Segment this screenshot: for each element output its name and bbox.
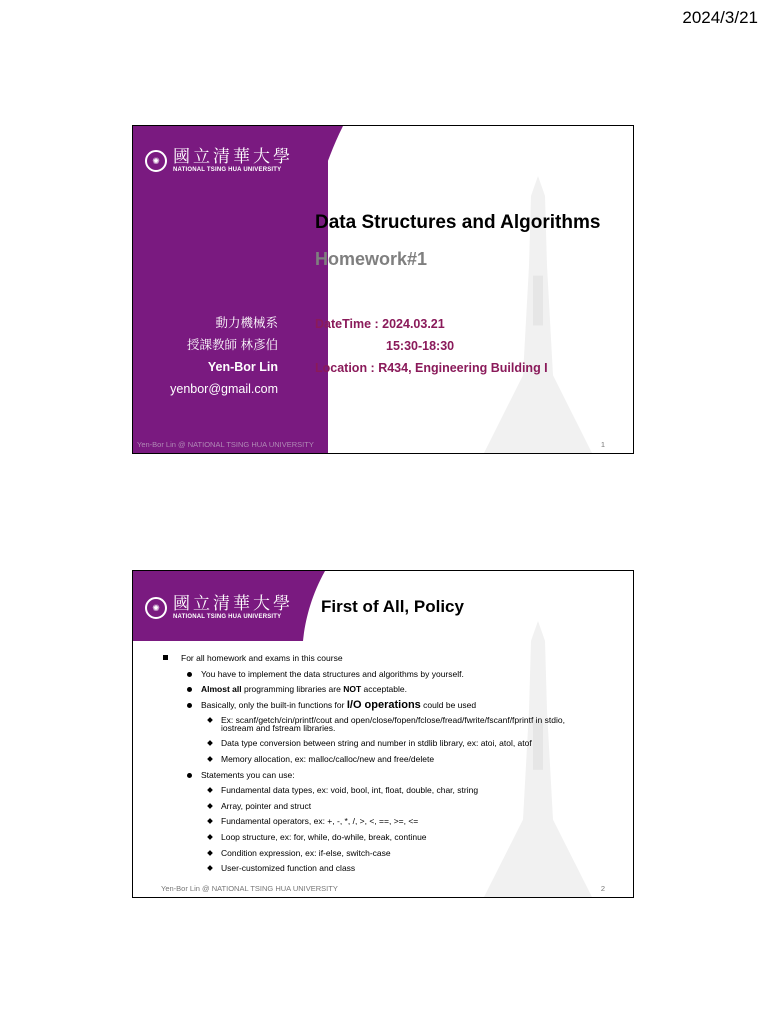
title-panel-curve (283, 126, 343, 453)
list-item: Statements you can use: (161, 768, 565, 784)
list-item: Ex: scanf/getch/cin/printf/cout and open/close/fopen/fclose/fread/fwrite/fscanf/fprintf in stdio, iostream and fstream libraries. (161, 713, 565, 736)
list-item: Condition expression, ex: if-else, switch-case (161, 846, 565, 862)
slide-title: First of All, Policy (321, 597, 464, 616)
university-name-en: NATIONAL TSING HUA UNIVERSITY (173, 614, 282, 620)
list-item: For all homework and exams in this course (161, 651, 565, 667)
location-line: Location : R434, Engineering Building I (315, 361, 548, 375)
instructor-block (170, 312, 278, 400)
instructor-email: yenbor@gmail.com (170, 382, 278, 396)
time-line: 15:30-18:30 (386, 339, 455, 353)
course-title: Data Structures and Algorithms (315, 212, 601, 233)
policy-list (161, 651, 565, 877)
list-item: Memory allocation, ex: malloc/calloc/new and free/delete (161, 752, 565, 768)
datetime-line: DateTime : 2024.03.21 (315, 317, 445, 331)
list-item: Array, pointer and struct (161, 799, 565, 815)
instructor-cn: 授課教師 林彥伯 (187, 338, 278, 352)
instructor-en: Yen-Bor Lin (207, 360, 278, 374)
page-date: 2024/3/21 (682, 8, 758, 27)
list-item: Fundamental data types, ex: void, bool, int, float, double, char, string (161, 783, 565, 799)
slide-footer: Yen-Bor Lin @ NATIONAL TSING HUA UNIVERSITY (161, 884, 338, 893)
list-item: Loop structure, ex: for, while, do-while, break, continue (161, 830, 565, 846)
university-name-cn: 國立清華大學 (173, 147, 293, 167)
list-item: User-customized function and class (161, 861, 565, 877)
university-logo (145, 148, 293, 174)
homework-title: Homework#1 (315, 249, 428, 269)
university-logo (145, 595, 293, 621)
slide-2 (132, 570, 634, 898)
list-item: You have to implement the data structures and algorithms by yourself. (161, 667, 565, 683)
university-name-en: NATIONAL TSING HUA UNIVERSITY (173, 167, 282, 173)
slide-page-number: 2 (600, 884, 605, 893)
university-name-cn: 國立清華大學 (173, 594, 293, 614)
slide-page-number: 1 (600, 440, 605, 449)
list-item: Basically, only the built-in functions for I/O operations could be used (161, 698, 565, 714)
department: 動力機械系 (215, 316, 278, 330)
slide-footer: Yen-Bor Lin @ NATIONAL TSING HUA UNIVERSITY (137, 440, 314, 449)
list-item: Almost all programming libraries are NOT acceptable. (161, 682, 565, 698)
university-seal-icon: ✺ (145, 150, 167, 172)
list-item: Data type conversion between string and number in stdlib library, ex: atoi, atol, atof (161, 736, 565, 752)
list-item: Fundamental operators, ex: +, -, *, /, >, <, ==, >=, <= (161, 814, 565, 830)
university-seal-icon: ✺ (145, 597, 167, 619)
slide-1 (132, 125, 634, 454)
exam-info (315, 313, 548, 379)
